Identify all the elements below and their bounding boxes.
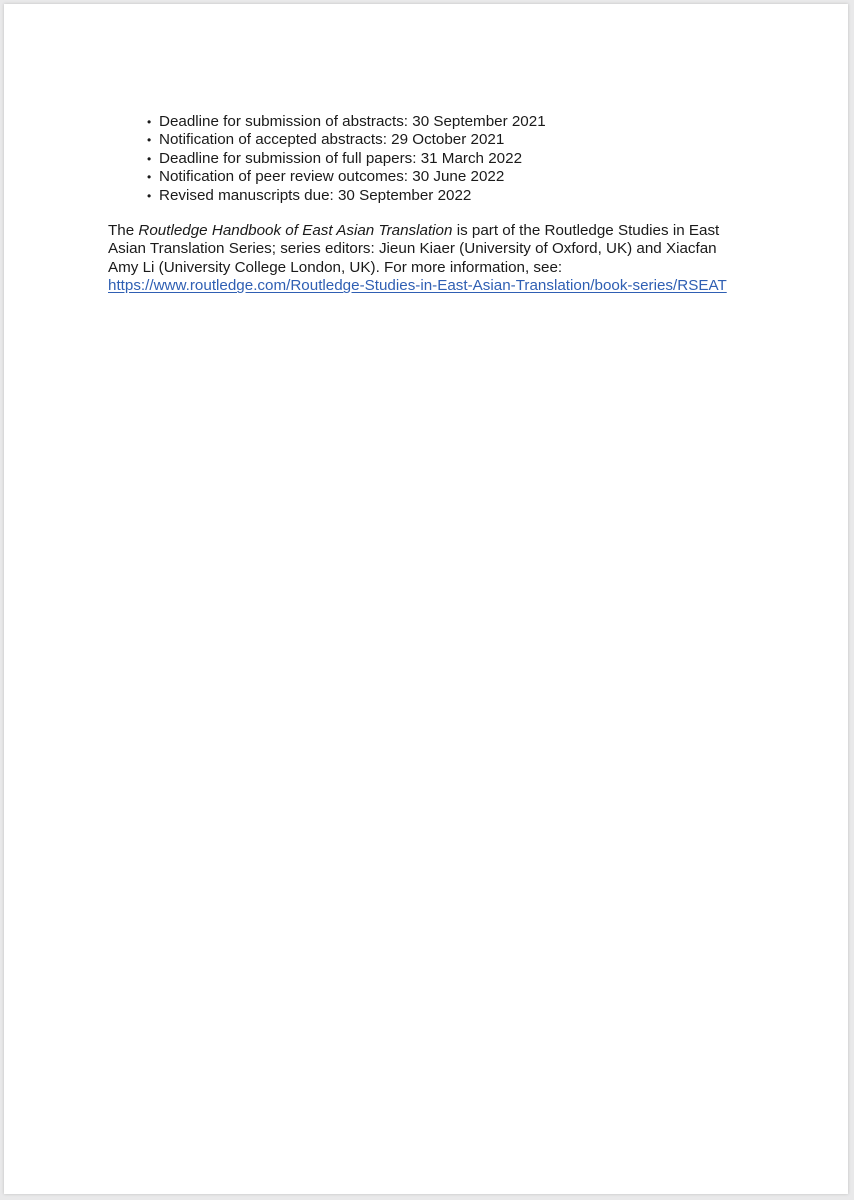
deadline-item xyxy=(147,131,546,149)
series-link[interactable]: https://www.routledge.com/Routledge-Studies-in-East-Asian-Translation/book-series/RSEAT xyxy=(108,277,727,295)
paragraph-line-2: Asian Translation Series; series editors: Jieun Kiaer (University of Oxford, UK) and Xiacfan xyxy=(108,240,717,258)
bullet-icon: • xyxy=(147,133,152,148)
deadline-list xyxy=(147,113,546,205)
deadline-item xyxy=(147,187,546,205)
bullet-icon: • xyxy=(147,170,152,185)
deadline-item xyxy=(147,168,546,186)
paragraph-line1-rest: is part of the Routledge Studies in East xyxy=(452,222,720,239)
document-page xyxy=(4,4,848,1194)
deadline-text: Deadline for submission of abstracts: 30 September 2021 xyxy=(159,113,546,130)
deadline-text: Deadline for submission of full papers: 31 March 2022 xyxy=(159,149,523,167)
paragraph-line-1 xyxy=(108,222,758,240)
bullet-icon: • xyxy=(147,151,152,166)
series-info-paragraph xyxy=(108,222,758,296)
deadline-text: Revised manuscripts due: 30 September 2022 xyxy=(159,186,472,204)
paragraph-lead: The xyxy=(108,222,139,239)
deadline-text: Notification of peer review outcomes: 30 June 2022 xyxy=(159,168,505,186)
bullet-icon: • xyxy=(147,115,152,129)
paragraph-line-3: Amy Li (University College London, UK). For more information, see: xyxy=(108,258,563,276)
paragraph-line-4 xyxy=(108,277,758,295)
deadline-item xyxy=(147,150,546,168)
bullet-icon: • xyxy=(147,188,152,203)
deadline-item xyxy=(147,113,546,131)
deadline-text: Notification of accepted abstracts: 29 October 2021 xyxy=(159,131,505,149)
book-title: Routledge Handbook of East Asian Translation xyxy=(138,222,453,239)
